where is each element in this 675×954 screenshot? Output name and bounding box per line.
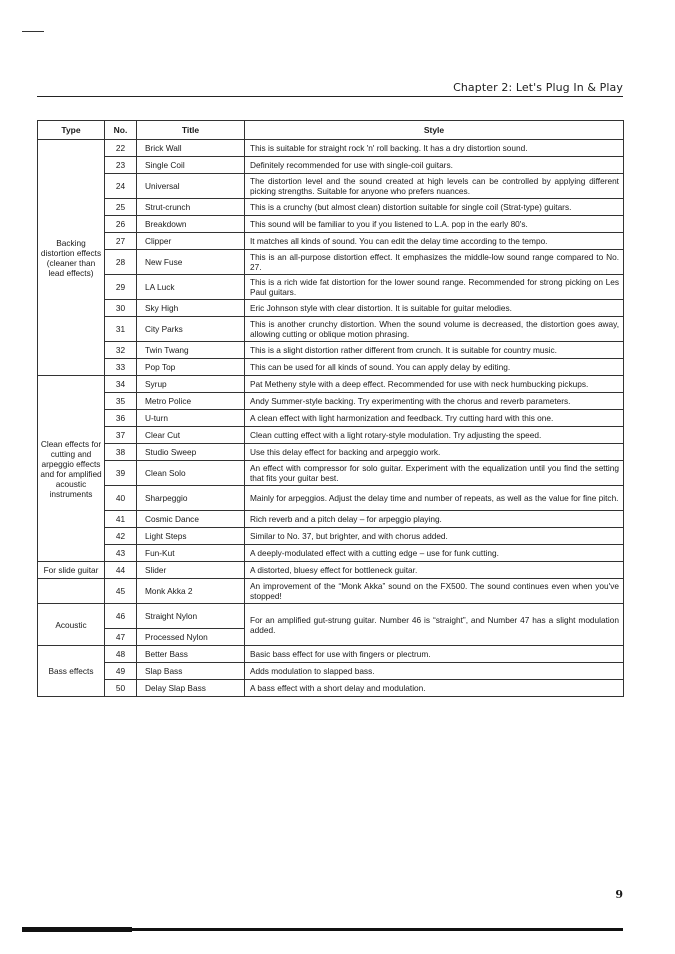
style-cell: An improvement of the “Monk Akka” sound on the FX500. The sound continues even when you've stopped! — [245, 579, 624, 604]
style-cell: This is an all-purpose distortion effect. It emphasizes the middle-low sound range compared to No. 27. — [245, 250, 624, 275]
effects-table — [37, 120, 624, 697]
title-cell: Metro Police — [137, 393, 245, 410]
style-cell: A distorted, bluesy effect for bottleneck guitar. — [245, 562, 624, 579]
number-cell: 32 — [105, 342, 137, 359]
style-cell: A bass effect with a short delay and modulation. — [245, 680, 624, 697]
table-row — [38, 646, 624, 663]
style-cell: Andy Summer-style backing. Try experimenting with the chorus and reverb parameters. — [245, 393, 624, 410]
title-cell: Processed Nylon — [137, 629, 245, 646]
title-cell: Pop Top — [137, 359, 245, 376]
style-cell: This is a rich wide fat distortion for the lower sound range. Recommended for strong picking on Les Paul guitars. — [245, 275, 624, 300]
title-cell: Syrup — [137, 376, 245, 393]
number-cell: 38 — [105, 444, 137, 461]
table-row — [38, 604, 624, 629]
number-cell: 43 — [105, 545, 137, 562]
table-row — [38, 300, 624, 317]
table-row — [38, 410, 624, 427]
style-cell: Definitely recommended for use with single-coil guitars. — [245, 157, 624, 174]
table-row — [38, 579, 624, 604]
title-cell: Strut-crunch — [137, 199, 245, 216]
title-cell: Monk Akka 2 — [137, 579, 245, 604]
title-cell: U-turn — [137, 410, 245, 427]
title-cell: Breakdown — [137, 216, 245, 233]
title-cell: Twin Twang — [137, 342, 245, 359]
table-row — [38, 562, 624, 579]
column-header-type: Type — [38, 121, 105, 140]
column-header-style: Style — [245, 121, 624, 140]
table-row — [38, 317, 624, 342]
style-cell: A clean effect with light harmonization and feedback. Try cutting hard with this one. — [245, 410, 624, 427]
title-cell: Slap Bass — [137, 663, 245, 680]
title-cell: Delay Slap Bass — [137, 680, 245, 697]
table-row — [38, 486, 624, 511]
table-row — [38, 174, 624, 199]
style-cell: Rich reverb and a pitch delay – for arpeggio playing. — [245, 511, 624, 528]
style-cell: This is a slight distortion rather different from crunch. It is suitable for country music. — [245, 342, 624, 359]
title-cell: Fun-Kut — [137, 545, 245, 562]
title-cell: Clean Solo — [137, 461, 245, 486]
table-row — [38, 511, 624, 528]
type-cell: Bass effects — [38, 646, 105, 697]
table-row — [38, 157, 624, 174]
table-row — [38, 359, 624, 376]
number-cell: 24 — [105, 174, 137, 199]
table-row — [38, 216, 624, 233]
table-row — [38, 342, 624, 359]
header-rule — [37, 96, 623, 97]
style-cell: Use this delay effect for backing and arpeggio work. — [245, 444, 624, 461]
number-cell: 23 — [105, 157, 137, 174]
title-cell: Cosmic Dance — [137, 511, 245, 528]
table-row — [38, 140, 624, 157]
number-cell: 41 — [105, 511, 137, 528]
number-cell: 33 — [105, 359, 137, 376]
table-row — [38, 545, 624, 562]
title-cell: Light Steps — [137, 528, 245, 545]
table-row — [38, 233, 624, 250]
page-number: 9 — [615, 888, 623, 901]
number-cell: 40 — [105, 486, 137, 511]
style-cell: An effect with compressor for solo guitar. Experiment with the equalization until you find the setting that fits your guitar best. — [245, 461, 624, 486]
title-cell: Studio Sweep — [137, 444, 245, 461]
number-cell: 37 — [105, 427, 137, 444]
column-header-no: No. — [105, 121, 137, 140]
number-cell: 47 — [105, 629, 137, 646]
style-cell: Eric Johnson style with clear distortion. It is suitable for guitar melodies. — [245, 300, 624, 317]
style-cell: A deeply-modulated effect with a cutting edge – use for funk cutting. — [245, 545, 624, 562]
type-cell: Clean effects for cutting and arpeggio effects and for amplified acoustic instruments — [38, 376, 105, 562]
title-cell: Straight Nylon — [137, 604, 245, 629]
number-cell: 22 — [105, 140, 137, 157]
title-cell: New Fuse — [137, 250, 245, 275]
table-row — [38, 275, 624, 300]
title-cell: Single Coil — [137, 157, 245, 174]
number-cell: 34 — [105, 376, 137, 393]
title-cell: Brick Wall — [137, 140, 245, 157]
style-cell: This sound will be familiar to you if you listened to L.A. pop in the early 80's. — [245, 216, 624, 233]
top-left-dash — [22, 31, 44, 32]
table-row — [38, 528, 624, 545]
number-cell: 31 — [105, 317, 137, 342]
number-cell: 39 — [105, 461, 137, 486]
type-cell — [38, 579, 105, 604]
table-row — [38, 427, 624, 444]
table-row — [38, 680, 624, 697]
style-cell: Mainly for arpeggios. Adjust the delay time and number of repeats, as well as the value for fine pitch. — [245, 486, 624, 511]
table-row — [38, 663, 624, 680]
number-cell: 30 — [105, 300, 137, 317]
number-cell: 28 — [105, 250, 137, 275]
title-cell: Universal — [137, 174, 245, 199]
number-cell: 44 — [105, 562, 137, 579]
type-cell: Backing distortion effects (cleaner than lead effects) — [38, 140, 105, 376]
table-row — [38, 444, 624, 461]
chapter-header: Chapter 2: Let's Plug In & Play — [453, 81, 623, 94]
column-header-title: Title — [137, 121, 245, 140]
title-cell: Clear Cut — [137, 427, 245, 444]
type-cell: Acoustic — [38, 604, 105, 646]
number-cell: 42 — [105, 528, 137, 545]
style-cell: It matches all kinds of sound. You can edit the delay time according to the tempo. — [245, 233, 624, 250]
type-cell: For slide guitar — [38, 562, 105, 579]
style-cell: Similar to No. 37, but brighter, and with chorus added. — [245, 528, 624, 545]
table-header-row — [38, 121, 624, 140]
style-cell: For an amplified gut-strung guitar. Number 46 is “straight”, and Number 47 has a slight modulation added. — [245, 604, 624, 646]
number-cell: 36 — [105, 410, 137, 427]
number-cell: 45 — [105, 579, 137, 604]
title-cell: Slider — [137, 562, 245, 579]
style-cell: The distortion level and the sound created at high levels can be controlled by applying different picking strengths. Suitable for anyone who prefers nuances. — [245, 174, 624, 199]
title-cell: Better Bass — [137, 646, 245, 663]
title-cell: Clipper — [137, 233, 245, 250]
style-cell: Basic bass effect for use with fingers or plectrum. — [245, 646, 624, 663]
number-cell: 25 — [105, 199, 137, 216]
table-body — [38, 140, 624, 697]
title-cell: LA Luck — [137, 275, 245, 300]
number-cell: 50 — [105, 680, 137, 697]
number-cell: 49 — [105, 663, 137, 680]
table-row — [38, 250, 624, 275]
style-cell: This can be used for all kinds of sound. You can apply delay by editing. — [245, 359, 624, 376]
title-cell: Sky High — [137, 300, 245, 317]
number-cell: 35 — [105, 393, 137, 410]
style-cell: Clean cutting effect with a light rotary-style modulation. Try adjusting the speed. — [245, 427, 624, 444]
number-cell: 46 — [105, 604, 137, 629]
table-row — [38, 393, 624, 410]
title-cell: City Parks — [137, 317, 245, 342]
table-row — [38, 199, 624, 216]
style-cell: This is suitable for straight rock 'n' roll backing. It has a dry distortion sound. — [245, 140, 624, 157]
table-row — [38, 461, 624, 486]
title-cell: Sharpeggio — [137, 486, 245, 511]
bottom-rule-accent — [22, 927, 132, 932]
style-cell: Pat Metheny style with a deep effect. Recommended for use with neck humbucking pickups. — [245, 376, 624, 393]
number-cell: 29 — [105, 275, 137, 300]
style-cell: Adds modulation to slapped bass. — [245, 663, 624, 680]
style-cell: This is a crunchy (but almost clean) distortion suitable for single coil (Strat-type) guitars. — [245, 199, 624, 216]
table-row — [38, 376, 624, 393]
number-cell: 48 — [105, 646, 137, 663]
style-cell: This is another crunchy distortion. When the sound volume is decreased, the distortion goes away, allowing cutting or oblique motion phrasing. — [245, 317, 624, 342]
number-cell: 27 — [105, 233, 137, 250]
number-cell: 26 — [105, 216, 137, 233]
